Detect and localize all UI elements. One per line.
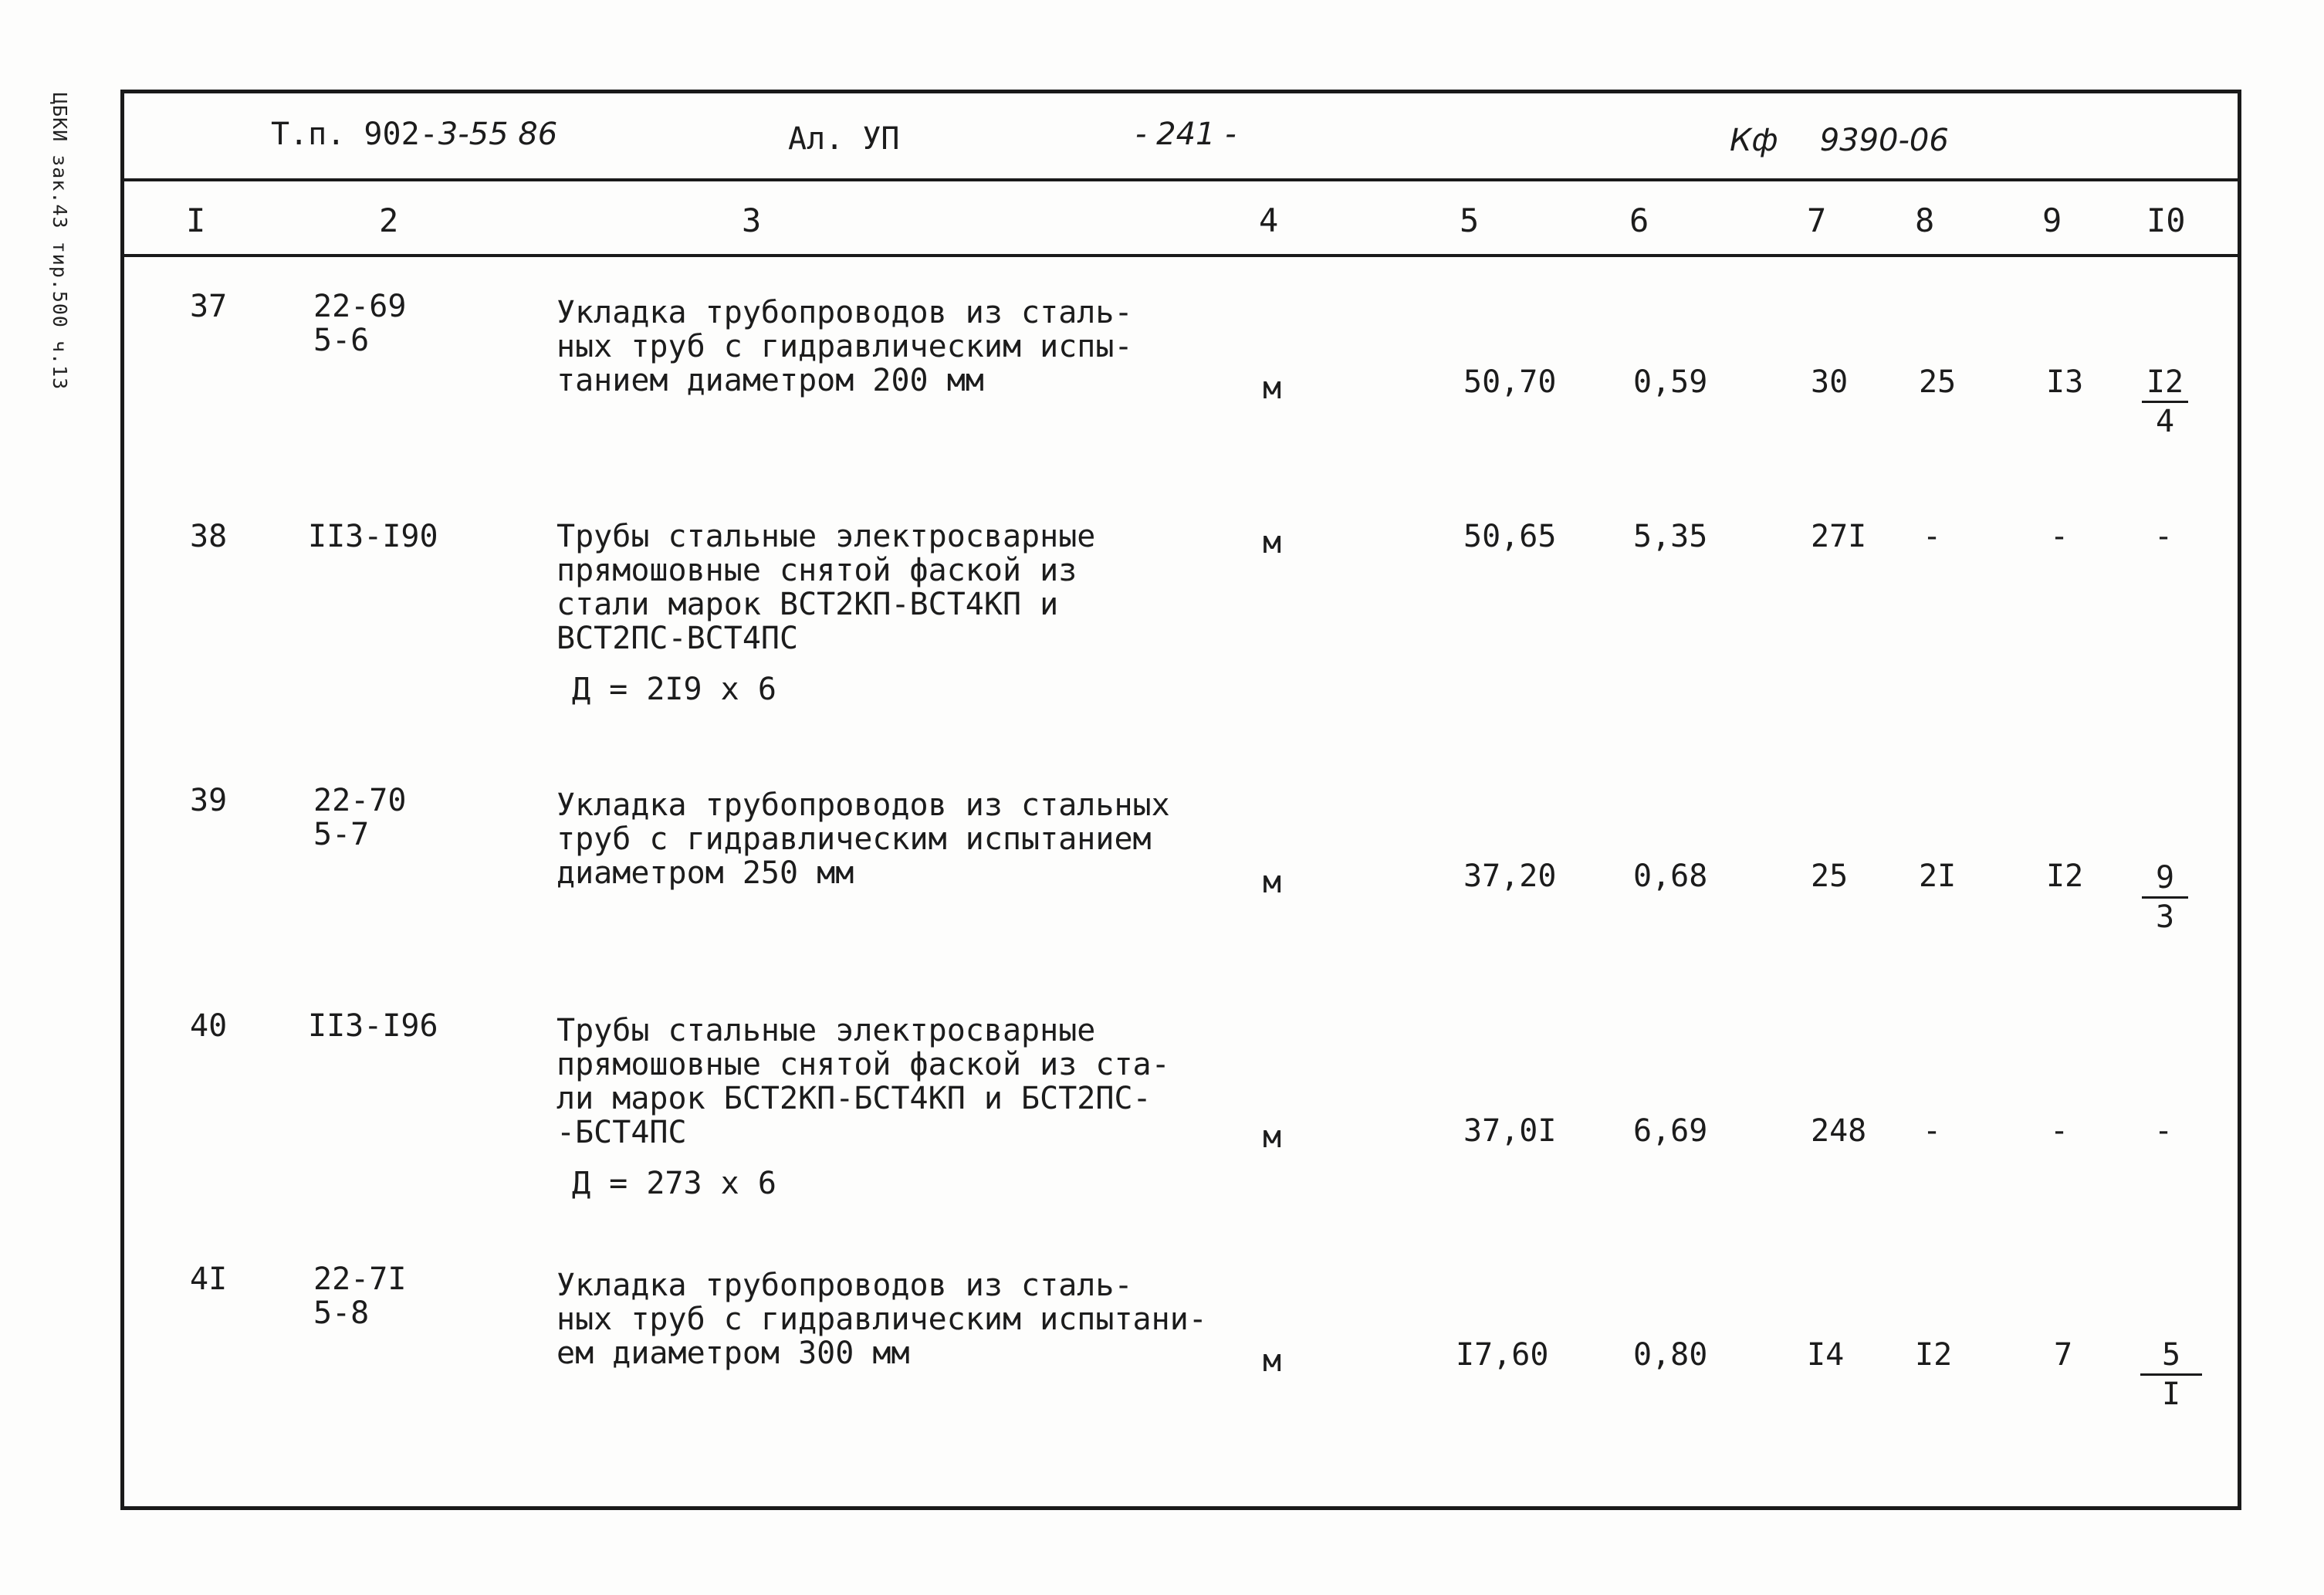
norm-code: 22-70 5-7 <box>313 783 407 852</box>
quantity: I7,60 <box>1456 1337 1549 1373</box>
value-col8: 2I <box>1919 858 1957 894</box>
value-col7: 248 <box>1811 1113 1867 1149</box>
document-sheet <box>120 90 2241 1510</box>
value-col6: 0,59 <box>1633 364 1708 400</box>
norm-code: 22-69 5-6 <box>313 289 407 358</box>
value-col10-fraction: $\frac{I2}{4}$ <box>2142 364 2188 440</box>
column-number: 4 <box>1259 201 1279 239</box>
value-col9: - <box>2050 1113 2069 1149</box>
value-col6: 6,69 <box>1633 1113 1708 1149</box>
side-stamp: ЦБКИ зак.43 тир.500 ч.13 <box>49 93 71 391</box>
row-number: 4I <box>190 1261 228 1297</box>
value-col8: 25 <box>1919 364 1957 400</box>
row-number: 39 <box>190 783 228 818</box>
quantity: 37,0I <box>1463 1113 1557 1149</box>
unit: м <box>1263 371 1282 406</box>
project-number <box>271 117 557 152</box>
column-number: 3 <box>742 201 762 239</box>
value-col10: - <box>2154 1113 2173 1149</box>
unit: м <box>1263 525 1282 560</box>
document-code <box>1730 123 1949 158</box>
work-description: Трубы стальные электросварные прямошовные снятой фаской из ста- ли марок БСТ2КП-БСТ4КП и БСТ2ПС- -БСТ4ПС Д = 273 х 6 <box>556 1013 1170 1201</box>
pipe-dimension: Д = 2I9 х 6 <box>572 672 776 707</box>
value-col9: - <box>2050 519 2069 554</box>
column-number: 7 <box>1807 201 1827 239</box>
norm-code: II3-I90 <box>308 519 438 554</box>
column-number: 6 <box>1629 201 1649 239</box>
code-number: 9390-06 <box>1819 123 1949 158</box>
row-number: 40 <box>190 1008 228 1044</box>
pipe-dimension: Д = 273 х 6 <box>572 1166 776 1201</box>
column-number: 9 <box>2042 201 2062 239</box>
unit: м <box>1263 1119 1282 1155</box>
work-description: Укладка трубопроводов из стальных труб с гидравлическим испытанием диаметром 250 мм <box>556 787 1170 891</box>
value-col7: I4 <box>1807 1337 1845 1373</box>
quantity: 50,65 <box>1463 519 1557 554</box>
quantity: 37,20 <box>1463 858 1557 894</box>
value-col8: - <box>1923 519 1942 554</box>
column-header-divider <box>124 254 2238 257</box>
row-number: 38 <box>190 519 228 554</box>
norm-code: II3-I96 <box>308 1008 438 1044</box>
value-col9: I2 <box>2046 858 2084 894</box>
value-col6: 5,35 <box>1633 519 1708 554</box>
project-prefix: Т.п. 902- <box>271 117 438 152</box>
album-label: Ал. УП <box>788 121 900 157</box>
column-number: 5 <box>1460 201 1480 239</box>
value-col10-fraction: $\frac{5}{I}$ <box>2140 1336 2202 1413</box>
value-col8: I2 <box>1915 1337 1953 1373</box>
value-col6: 0,68 <box>1633 858 1708 894</box>
work-description: Трубы стальные электросварные прямошовные снятой фаской из стали марок ВСТ2КП-ВСТ4КП и ВСТ2ПС-ВСТ4ПС Д = 2I9 х 6 <box>556 519 1096 707</box>
value-col7: 27I <box>1811 519 1867 554</box>
work-description: Укладка трубопроводов из сталь- ных труб с гидравлическим испы- танием диаметром 200 мм <box>556 295 1133 398</box>
column-number: 8 <box>1915 201 1935 239</box>
code-prefix: Кф <box>1730 123 1778 158</box>
value-col7: 30 <box>1811 364 1849 400</box>
norm-code: 22-7I 5-8 <box>313 1261 407 1331</box>
column-number: 2 <box>379 201 399 239</box>
row-number: 37 <box>190 289 228 324</box>
value-col10: - <box>2154 519 2173 554</box>
work-description: Укладка трубопроводов из сталь- ных труб с гидравлическим испытани- ем диаметром 300 мм <box>556 1268 1207 1371</box>
unit: м <box>1263 1343 1282 1379</box>
value-col9: 7 <box>2054 1337 2073 1373</box>
value-col7: 25 <box>1811 858 1849 894</box>
column-number: I <box>186 201 206 239</box>
column-number: I0 <box>2146 201 2186 239</box>
header-divider <box>124 178 2238 181</box>
value-col6: 0,80 <box>1633 1337 1708 1373</box>
value-col9: I3 <box>2046 364 2084 400</box>
quantity: 50,70 <box>1463 364 1557 400</box>
page-number: - 241 - <box>1135 117 1236 152</box>
value-col8: - <box>1923 1113 1942 1149</box>
project-handwritten: 3-55 86 <box>438 117 558 152</box>
value-col10-fraction: $\frac{9}{3}$ <box>2142 859 2188 936</box>
unit: м <box>1263 865 1282 900</box>
